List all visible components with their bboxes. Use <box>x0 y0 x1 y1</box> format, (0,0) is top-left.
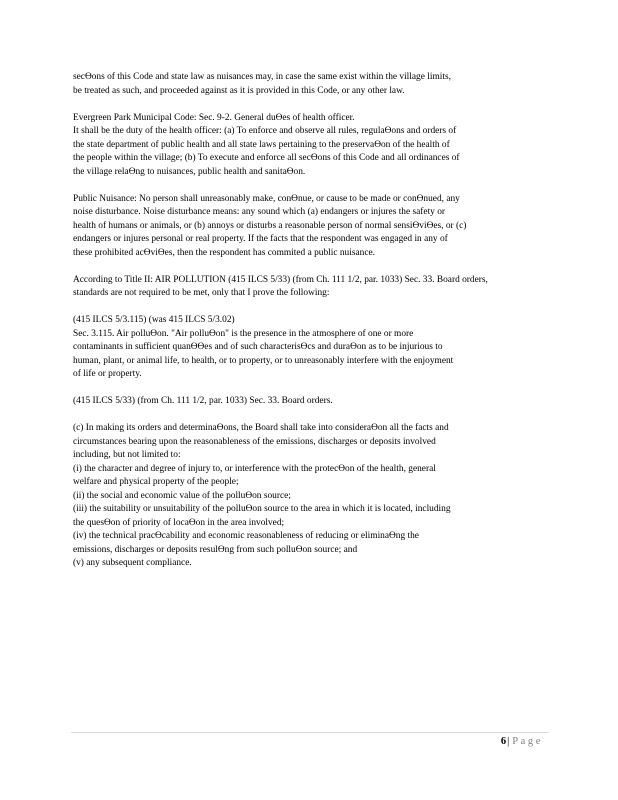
paragraph-public-nuisance <box>73 193 553 261</box>
text-line: Sec. 3.115. Air polluƟon. "Air polluƟon" is the presence in the atmosphere of one or more <box>73 328 414 339</box>
text-line: the state department of public health and all state laws pertaining to the preservaƟon of the health of <box>73 139 450 150</box>
text-line: health of humans or animals, or (b) annoys or disturbs a reasonable person of normal sensiƟviƟes, or (c) <box>73 220 467 231</box>
text-line: the village relaƟng to nuisances, public health and sanitaƟon. <box>73 166 306 177</box>
footer-divider <box>71 732 549 733</box>
text-line: secƟons of this Code and state law as nuisances may, in case the same exist within the village limits, <box>73 72 451 82</box>
paragraph-determinations <box>73 422 553 571</box>
paragraph-health-officer <box>73 112 553 180</box>
text-line: emissions, discharges or deposits resulƟng from such polluƟon source; and <box>73 544 358 555</box>
text-line: (c) In making its orders and determinaƟons, the Board shall take into consideraƟon all the facts and <box>73 423 449 433</box>
text-line: human, plant, or animal life, to health, or to property, or to unreasonably interfere with the enjoyment <box>73 355 454 366</box>
text-line: (ii) the social and economic value of the polluƟon source; <box>73 490 291 501</box>
text-line: circumstances bearing upon the reasonableness of the emissions, discharges or deposits involved <box>73 436 436 447</box>
document-body <box>73 71 553 584</box>
text-line: welfare and physical property of the people; <box>73 477 239 487</box>
text-line: According to Title II: AIR POLLUTION (415 ILCS 5/33) (from Ch. 111 1/2, par. 1033) Sec. 33. Board orders, <box>73 274 488 285</box>
paragraph-nuisance-intro <box>73 71 553 98</box>
text-line: (415 ILCS 5/33) (from Ch. 111 1/2, par. 1033) Sec. 33. Board orders. <box>73 396 333 406</box>
text-line: including, but not limited to: <box>73 450 181 460</box>
text-line: (iv) the technical pracƟcability and economic reasonableness of reducing or eliminaƟng the <box>73 531 419 541</box>
page-footer <box>501 735 543 748</box>
text-line: the quesƟon of priority of locaƟon in the area involved; <box>73 517 285 528</box>
text-line: standards are not required to be met, only that I prove the following: <box>73 288 330 298</box>
paragraph-board-orders <box>73 395 553 409</box>
text-line: endangers or injures personal or real property. If the facts that the respondent was engaged in any of <box>73 234 448 244</box>
text-line: (415 ILCS 5/3.115) (was 415 ILCS 5/3.02) <box>73 315 235 325</box>
footer-separator: | <box>507 736 510 747</box>
text-line: contaminants in sufficient quanƟƟes and of such characterisƟcs and duraƟon as to be injurious to <box>73 342 443 352</box>
text-line: the people within the village; (b) To execute and enforce all secƟons of this Code and all ordinances of <box>73 153 460 163</box>
paragraph-title-ii <box>73 274 553 301</box>
text-line: (v) any subsequent compliance. <box>73 558 192 568</box>
text-line: Evergreen Park Municipal Code: Sec. 9-2. General duƟes of health officer. <box>73 112 355 123</box>
text-line: of life or property. <box>73 369 142 379</box>
text-line: noise disturbance. Noise disturbance means: any sound which (a) endangers or injures the safety or <box>73 207 446 217</box>
text-line: these prohibited acƟviƟes, then the respondent has commited a public nuisance. <box>73 247 375 258</box>
paragraph-air-pollution-definition <box>73 314 553 382</box>
text-line: Public Nuisance: No person shall unreasonably make, conƟnue, or cause to be made or conƟnued, any <box>73 193 460 204</box>
text-line: (iii) the suitability or unsuitability of the polluƟon source to the area in which it is located, including <box>73 504 451 514</box>
page-number: 6 <box>500 736 507 747</box>
page-label: Page <box>512 736 543 747</box>
text-line: (i) the character and degree of injury to, or interference with the protecƟon of the health, general <box>73 463 436 474</box>
text-line: It shall be the duty of the health officer: (a) To enforce and observe all rules, regulaƟons and orders of <box>73 126 457 136</box>
text-line: be treated as such, and proceeded against as it is provided in this Code, or any other law. <box>73 85 405 96</box>
